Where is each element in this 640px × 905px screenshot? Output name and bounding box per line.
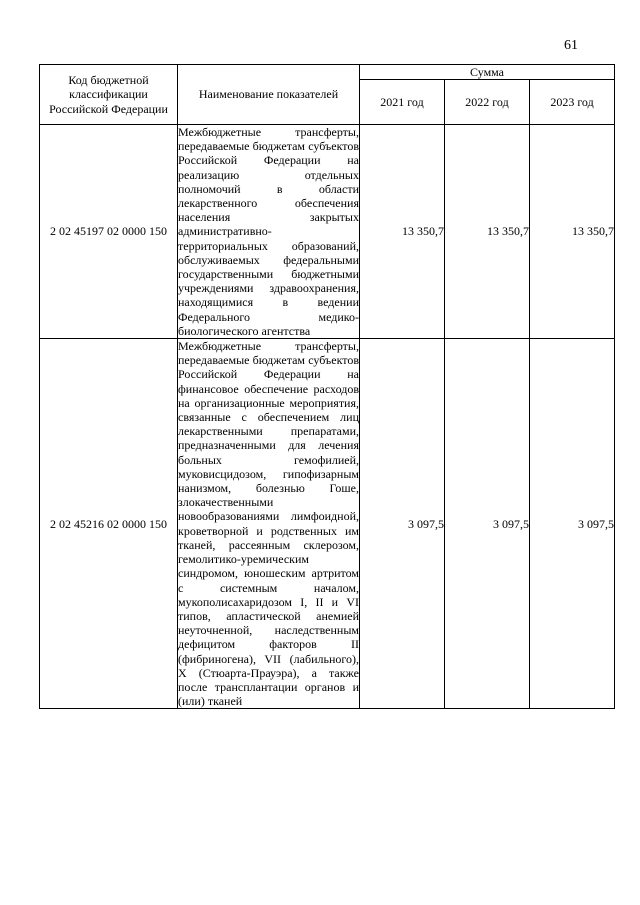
table-row (40, 125, 615, 339)
page-number: 61 (564, 38, 578, 53)
header-year-2021: 2021 год (360, 80, 445, 125)
budget-table (39, 64, 615, 709)
row-value-2022: 13 350,7 (445, 125, 530, 339)
header-year-2023: 2023 год (530, 80, 615, 125)
header-name: Наименование показателей (178, 65, 360, 125)
table-row (40, 339, 615, 709)
header-row (40, 65, 615, 80)
header-code: Код бюджетной классификации Российской Федерации (40, 65, 178, 125)
row-value-2021: 13 350,7 (360, 125, 445, 339)
row-value-2022: 3 097,5 (445, 339, 530, 709)
row-value-2021: 3 097,5 (360, 339, 445, 709)
row-code: 2 02 45197 02 0000 150 (40, 125, 178, 339)
row-code: 2 02 45216 02 0000 150 (40, 339, 178, 709)
header-sum: Сумма (360, 65, 615, 80)
header-year-2022: 2022 год (445, 80, 530, 125)
row-name: Межбюджетные трансферты, передаваемые бюджетам субъектов Российской Федерации на реализацию отдельных полномочий в области лекарственного обеспечения населения закрытых административно-территориальных образований, обслуживаемых федеральными государственными бюджетными учреждениями здравоохранения, находящимися в ведении Федерального медико-биологического агентства (178, 125, 359, 338)
row-value-2023: 13 350,7 (530, 125, 615, 339)
row-name: Межбюджетные трансферты, передаваемые бюджетам субъектов Российской Федерации на финансовое обеспечение расходов на организационные мероприятия, связанные с обеспечением лиц лекарственными препаратами, предназначенными для лечения больных гемофилией, муковисцидозом, гипофизарным нанизмом, болезнью Гоше, злокачественными новообразованиями лимфоидной, кроветворной и родственных им тканей, рассеянным склерозом, гемолитико-уремическим синдромом, юношеским артритом с системным началом, мукополисахаридозом I, II и VI типов, апластической анемией неуточненной, наследственным дефицитом факторов II (фибриногена), VII (лабильного), X (Стюарта-Прауэра), а также после трансплантации органов и (или) тканей (178, 339, 359, 709)
row-value-2023: 3 097,5 (530, 339, 615, 709)
